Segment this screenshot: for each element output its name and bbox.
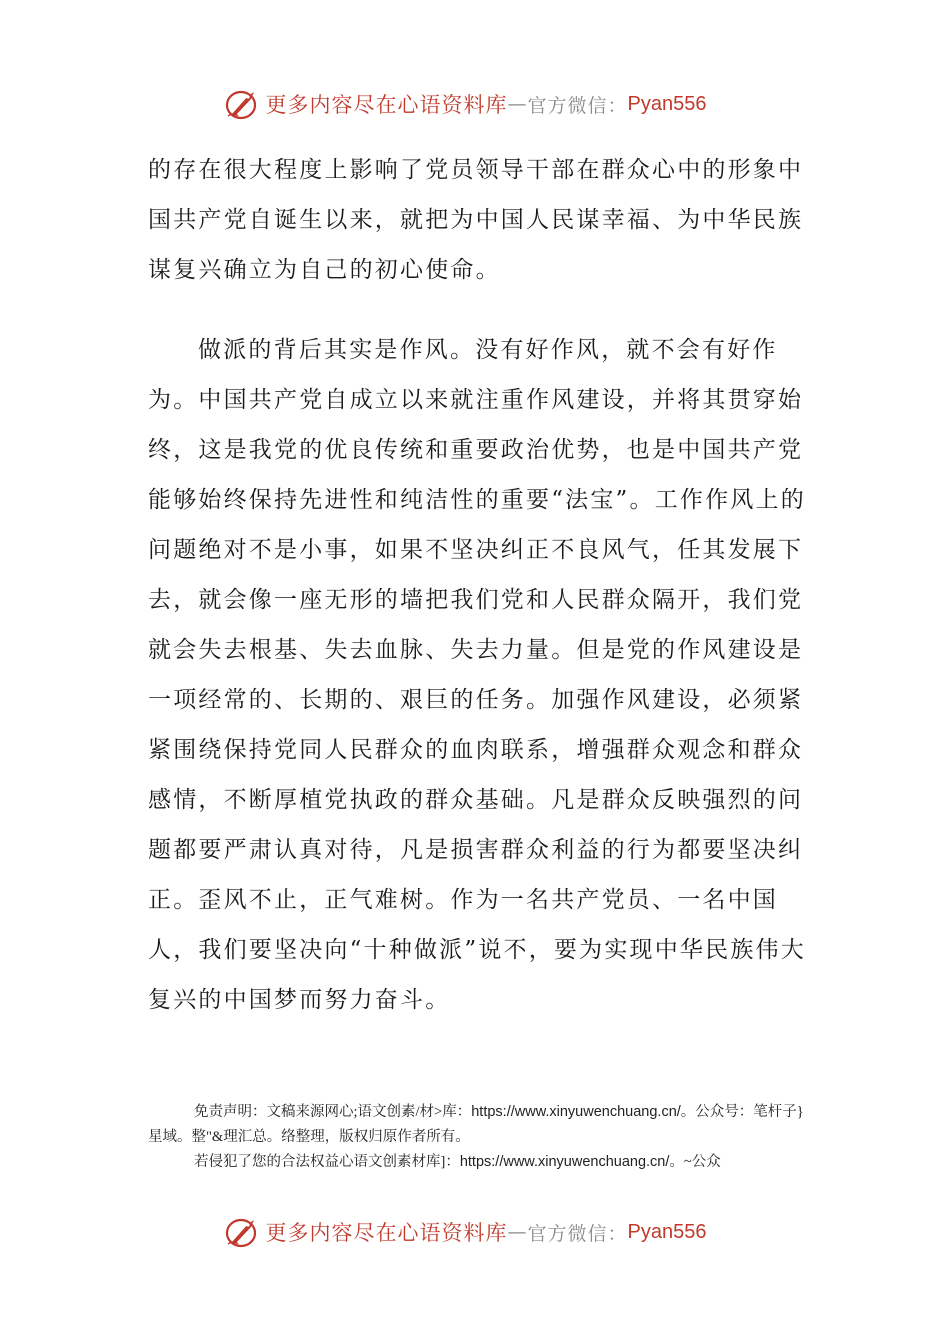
header-banner [0, 84, 950, 124]
disclaimer-line-1-url[interactable]: https://www.xinyuwenchuang.cn/ [471, 1104, 681, 1120]
banner-separator: — [507, 93, 528, 115]
pen-nib-circle-icon [224, 1214, 262, 1250]
banner-separator: — [507, 1221, 528, 1243]
disclaimer-line-1 [148, 1100, 808, 1150]
body-paragraph-2: 做派的背后其实是作风。没有好作风，就不会有好作为。中国共产党自成立以来就注重作风建设，并将其贯穿始终，这是我党的优良传统和重要政治优势，也是中国共产党能够始终保持先进性和纯洁性的重要“法宝”。工作作风上的问题绝对不是小事，如果不坚决纠正不良风气，任其发展下去，就会像一座无形的墙把我们党和人民群众隔开，我们党就会失去根基、失去血脉、失去力量。但是党的作风建设是一项经常的、长期的、艰巨的任务。加强作风建设，必须紧紧围绕保持党同人民群众的血肉联系，增强群众观念和群众感情，不断厚植党执政的群众基础。凡是群众反映强烈的问题都要严肃认真对待，凡是损害群众利益的行为都要坚决纠正。歪风不止，正气难树。作为一名共产党员、一名中国人，我们要坚决向“十种做派”说不，要为实现中华民族伟大复兴的中国梦而努力奋斗。 [148, 337, 806, 1013]
pen-nib-circle-icon [224, 86, 262, 122]
disclaimer-line-2-prefix: 若侵犯了您的合法权益心语文创素材库]： [194, 1154, 460, 1170]
disclaimer-line-2-suffix: 。~公众 [669, 1154, 721, 1170]
banner-main-text: 更多内容尽在心语资料库 [265, 1221, 508, 1245]
disclaimer-line-2 [148, 1150, 808, 1175]
banner-wechat-id: Pyan556 [627, 1220, 707, 1243]
body-paragraph-1: 的存在很大程度上影响了党员领导干部在群众心中的形象中国共产党自诞生以来，就把为中国人民谋幸福、为中华民族谋复兴确立为自己的初心使命。 [148, 157, 804, 283]
disclaimer-line-2-url[interactable]: https://www.xinyuwenchuang.cn/ [459, 1154, 670, 1170]
banner-official-label: 官方微信： [527, 94, 628, 117]
banner-wechat-id: Pyan556 [627, 92, 707, 115]
disclaimer-block [148, 1100, 808, 1175]
footer-banner [0, 1212, 950, 1252]
disclaimer-line-1-suffix: 。公众号：笔杆子}星域。整"&理汇总。络整理，版权归原作者所有。 [148, 1104, 804, 1145]
banner-official-label: 官方微信： [527, 1222, 628, 1245]
disclaimer-line-1-prefix: 免责声明：文稿来源网心;语文创素/材>库： [194, 1104, 472, 1120]
banner-main-text: 更多内容尽在心语资料库 [265, 93, 508, 117]
